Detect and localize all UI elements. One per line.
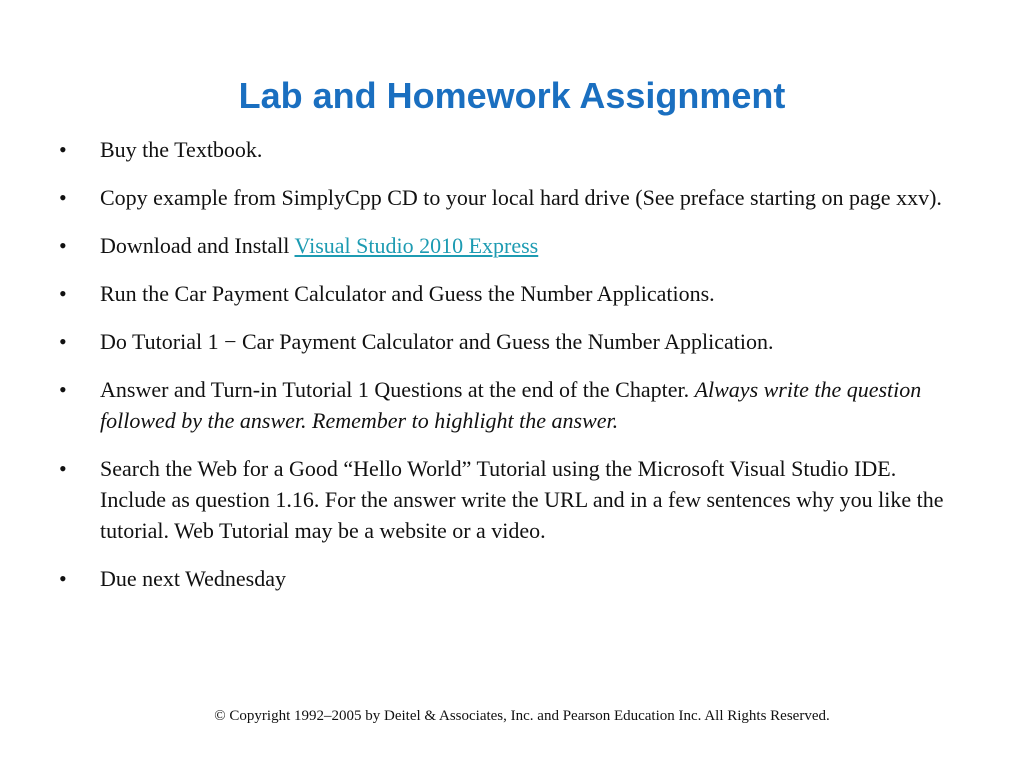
bullet-text: Download and Install xyxy=(100,233,295,258)
bullet-item-answer-questions xyxy=(52,374,952,436)
bullet-item-do-tutorial xyxy=(52,326,952,357)
bullet-text: Buy the Textbook. xyxy=(100,137,263,162)
bullet-item-search-web xyxy=(52,453,952,546)
bullet-dot: • xyxy=(59,137,67,162)
bullet-item-due-date xyxy=(52,563,952,594)
bullet-dot: • xyxy=(59,566,67,591)
bullet-dot: • xyxy=(59,233,67,258)
visual-studio-download-link[interactable]: Visual Studio 2010 Express xyxy=(294,233,539,258)
bullet-text: Answer and Turn-in Tutorial 1 Questions at the end of the Chapter. xyxy=(100,377,695,402)
bullet-text: Do Tutorial 1 − Car Payment Calculator and Guess the Number Application. xyxy=(100,329,774,354)
bullet-text: Copy example from SimplyCpp CD to your local hard drive (See preface starting on page xxv). xyxy=(100,185,942,210)
bullet-list xyxy=(52,134,952,611)
bullet-dot: • xyxy=(59,185,67,210)
bullet-dot: • xyxy=(59,329,67,354)
bullet-item-download-install xyxy=(52,230,952,261)
bullet-text: Due next Wednesday xyxy=(100,566,286,591)
bullet-text: Search the Web for a Good “Hello World” Tutorial using the Microsoft Visual Studio IDE. Include as question 1.16. For the answer write the URL and in a few sentences why you like the tutorial. Web Tutorial may be a website or a video. xyxy=(100,456,944,543)
bullet-item-buy-textbook xyxy=(52,134,952,165)
bullet-dot: • xyxy=(59,456,67,481)
bullet-item-copy-example xyxy=(52,182,952,213)
bullet-dot: • xyxy=(59,281,67,306)
slide-title: Lab and Homework Assignment xyxy=(238,75,786,116)
bullet-item-run-applications xyxy=(52,278,952,309)
bullet-text: Run the Car Payment Calculator and Guess the Number Applications. xyxy=(100,281,715,306)
bullet-dot: • xyxy=(59,377,67,402)
bullet-italic-note: Always write the question followed by the answer. Remember to highlight the answer. xyxy=(100,377,922,433)
copyright-footer: © Copyright 1992–2005 by Deitel & Associates, Inc. and Pearson Education Inc. All Rights Reserved. xyxy=(214,708,830,724)
